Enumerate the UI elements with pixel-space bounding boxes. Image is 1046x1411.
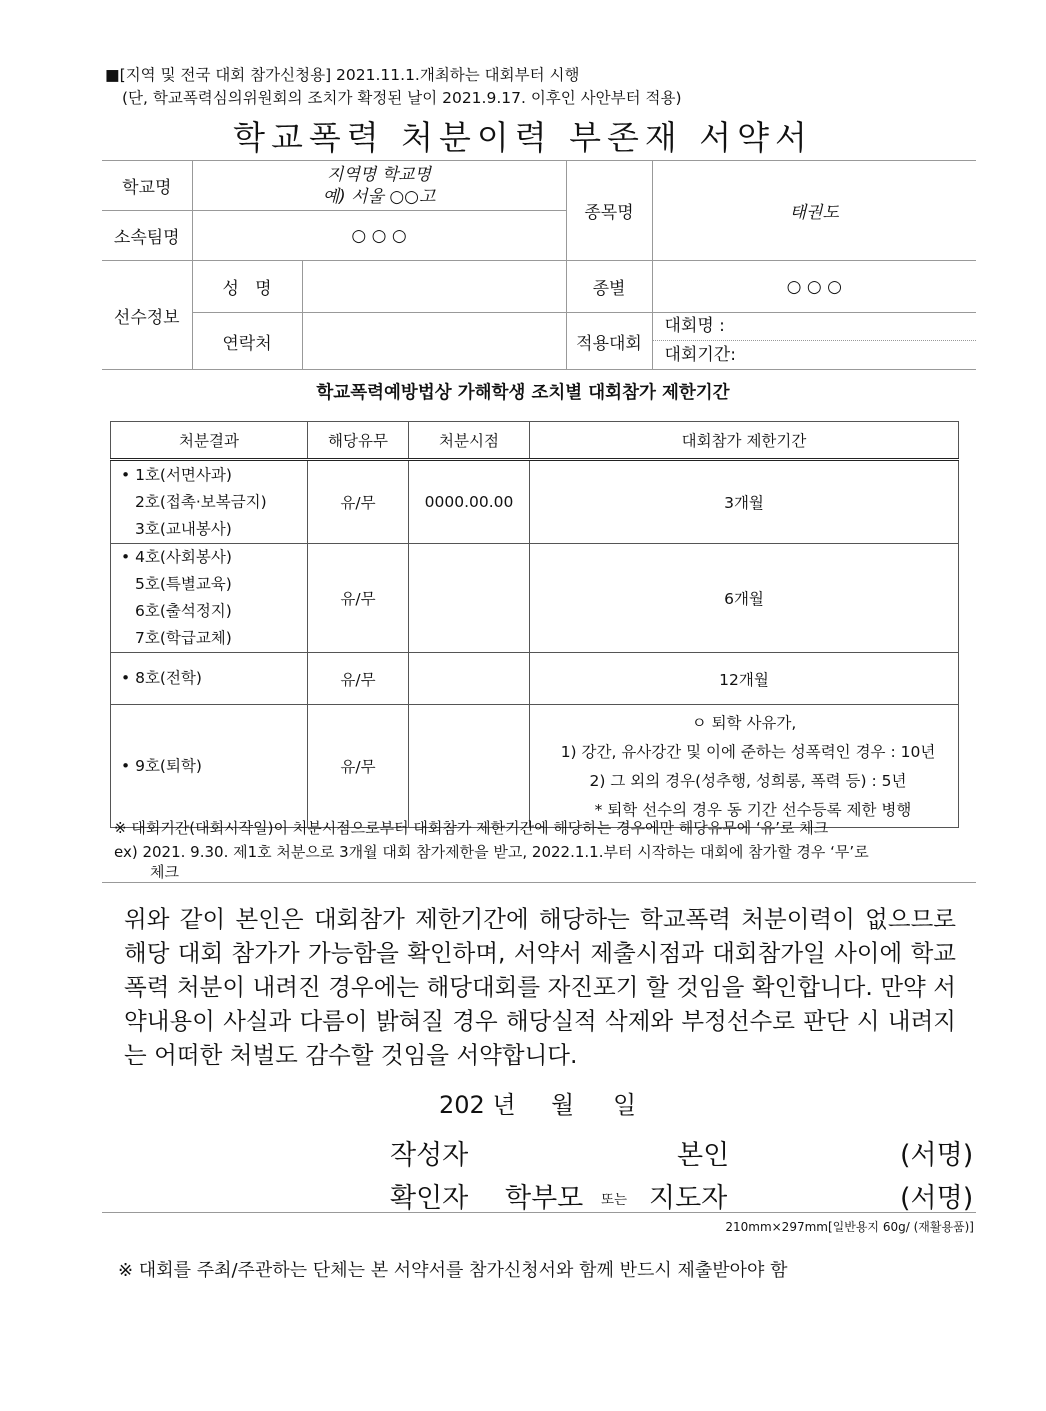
applicable-cell[interactable]: 유/무	[308, 544, 409, 653]
divider	[102, 882, 976, 883]
confirmer-role-coach: 지도자	[649, 1183, 728, 1214]
restriction-cell: 6개월	[530, 544, 959, 653]
document-title: 학교폭력 처분이력 부존재 서약서	[233, 118, 813, 157]
restriction-line: * 퇴학 선수의 경우 동 기간 선수등록 제한 병행	[594, 801, 912, 819]
competition-name-label: 대회명 :	[653, 313, 977, 341]
applicable-cell[interactable]: 유/무	[308, 653, 409, 705]
team-value[interactable]: ○ ○ ○	[192, 211, 566, 261]
date-month[interactable]: 월	[551, 1091, 575, 1119]
result-item: 2호(접촉·보복금지)	[135, 492, 267, 511]
result-cell	[111, 460, 308, 544]
result-cell	[111, 544, 308, 653]
header-date: 처분시점	[409, 422, 530, 460]
header-result: 처분결과	[111, 422, 308, 460]
name-label: 성 명	[192, 261, 302, 313]
penalty-table	[110, 421, 959, 828]
category-label: 종별	[566, 261, 652, 313]
applicable-cell[interactable]: 유/무	[308, 705, 409, 828]
restriction-cell: 3개월	[530, 460, 959, 544]
header-line-2: (단, 학교폭력심의위원회의 조치가 확정된 날이 2021.9.17. 이후인 사안부터 적용)	[122, 89, 682, 107]
table-row	[111, 705, 959, 828]
result-item: 5호(특별교육)	[135, 575, 232, 593]
result-cell	[111, 653, 308, 705]
player-info-label: 선수정보	[102, 261, 192, 370]
result-item: 7호(학급교체)	[135, 629, 232, 647]
note-2: ex) 2021. 9.30. 제1호 처분으로 3개월 대회 참가제한을 받고, 2022.1.1.부터 시작하는 대회에 참가할 경우 ‘무’로	[114, 843, 869, 861]
date-day[interactable]: 일	[613, 1091, 637, 1119]
school-hint-2: 예) 서울 ○○고	[322, 186, 436, 207]
header-restriction: 대회참가 제한기간	[530, 422, 959, 460]
note-2-continued: 체크	[150, 863, 179, 881]
confirmer-label: 확인자	[390, 1183, 469, 1214]
date-cell[interactable]	[409, 653, 530, 705]
competition-period-label: 대회기간:	[664, 345, 736, 365]
restriction-cell	[530, 705, 959, 828]
result-item: 6호(출석정지)	[135, 602, 232, 620]
applicable-cell[interactable]: 유/무	[308, 460, 409, 544]
penalty-table-title: 학교폭력예방법상 가해학생 조치별 대회참가 제한기간	[316, 383, 730, 403]
table-row	[111, 544, 959, 653]
result-item: • 9호(퇴학)	[121, 753, 307, 780]
date-cell[interactable]	[409, 544, 530, 653]
category-value[interactable]: ○ ○ ○	[652, 261, 976, 313]
restriction-line: 1) 강간, 유사강간 및 이에 준하는 성폭력인 경우 : 10년	[560, 743, 936, 761]
school-field[interactable]	[192, 161, 566, 211]
header-applicable: 해당유무	[308, 422, 409, 460]
confirmer-role-parent: 학부모	[505, 1183, 584, 1214]
note-1: ※ 대회기간(대회시작일)이 처분시점으로부터 대회참가 제한기간에 해당하는 경우에만 해당유무에 ‘유’로 체크	[114, 819, 829, 837]
applied-competition-label: 적용대회	[566, 313, 652, 370]
result-item: 3호(교내봉사)	[135, 519, 232, 538]
event-value[interactable]: 태권도	[652, 161, 976, 261]
school-hint-1: 지역명 학교명	[327, 164, 431, 185]
table-row	[111, 653, 959, 705]
date-cell[interactable]: 0000.00.00	[409, 460, 530, 544]
date-cell[interactable]	[409, 705, 530, 828]
contact-label: 연락처	[192, 313, 302, 370]
footnote: ※ 대회를 주최/주관하는 단체는 본 서약서를 참가신청서와 함께 반드시 제출받아야 함	[118, 1260, 788, 1281]
result-item: • 1호(서면사과)	[121, 462, 307, 489]
writer-label: 작성자	[390, 1140, 469, 1171]
confirmer-signature[interactable]: (서명)	[900, 1183, 974, 1214]
school-label: 학교명	[102, 161, 192, 211]
paper-spec: 210mm×297mm[일반용지 60g/ (재활용품)]	[725, 1220, 974, 1234]
result-item: • 4호(사회봉사)	[121, 544, 307, 571]
restriction-line: ㅇ 퇴학 사유가,	[691, 714, 797, 732]
applied-competition-field[interactable]	[652, 313, 976, 370]
team-label: 소속팀명	[102, 211, 192, 261]
result-item: • 8호(전학)	[121, 665, 307, 692]
divider	[102, 1212, 976, 1213]
event-label: 종목명	[566, 161, 652, 261]
table-row	[111, 460, 959, 544]
contact-field[interactable]	[302, 313, 566, 370]
result-cell	[111, 705, 308, 828]
name-field[interactable]	[302, 261, 566, 313]
writer-role: 본인	[677, 1140, 730, 1171]
date-year[interactable]: 202 년	[439, 1091, 516, 1119]
writer-signature[interactable]: (서명)	[900, 1140, 974, 1171]
confirmer-or: 또는	[601, 1192, 628, 1208]
athlete-info-table	[102, 160, 976, 370]
header-line-1: ■[지역 및 전국 대회 참가신청용] 2021.11.1.개최하는 대회부터 시행	[105, 66, 580, 84]
restriction-line: 2) 그 외의 경우(성추행, 성희롱, 폭력 등) : 5년	[589, 772, 907, 790]
restriction-cell: 12개월	[530, 653, 959, 705]
pledge-text: 위와 같이 본인은 대회참가 제한기간에 해당하는 학교폭력 처분이력이 없으므로 해당 대회 참가가 가능함을 확인하며, 서약서 제출시점과 대회참가일 사이에 학교폭력 처분이 내려진 경우에는 해당대회를 자진포기 할 것임을 확인합니다. 만약 서약내용이 사실과 다름이 밝혀질 경우 해당실적 삭제와 부정선수로 판단 시 내려지는 어떠한 처벌도 감수할 것임을 서약합니다.	[124, 905, 956, 1069]
